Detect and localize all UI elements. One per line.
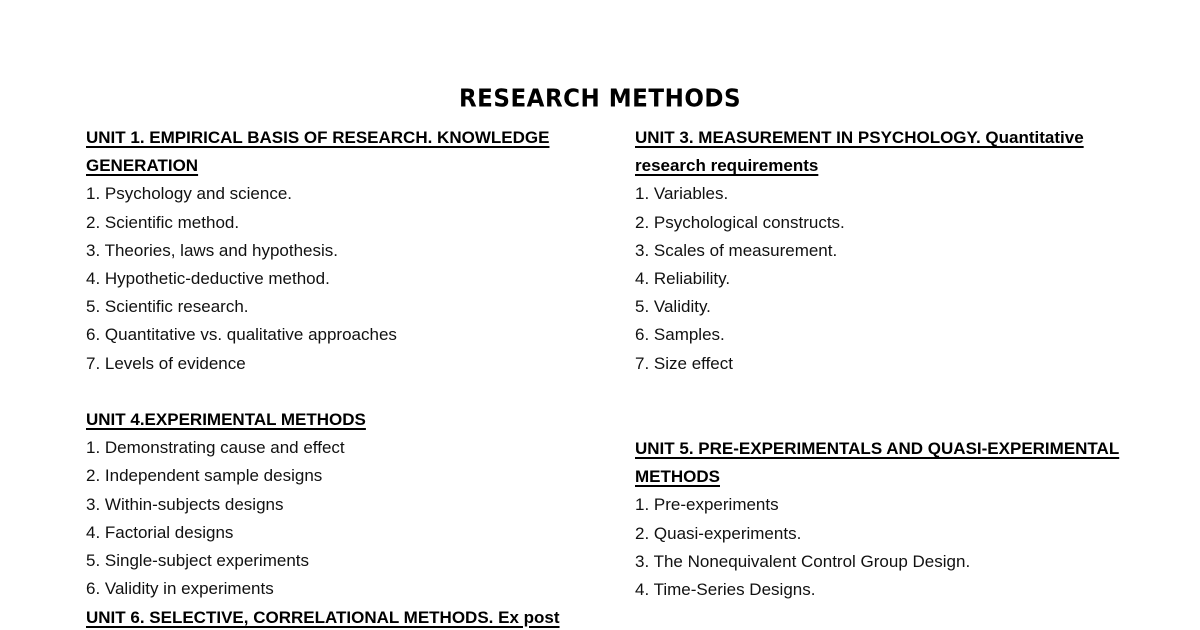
unit-3-section <box>635 124 1135 378</box>
list-item: 1. Variables. <box>635 184 729 204</box>
unit-6-section <box>86 604 606 630</box>
list-item: 4. Time-Series Designs. <box>635 580 816 600</box>
list-item: 4. Factorial designs <box>86 522 234 542</box>
list-item: 6. Quantitative vs. qualitative approaches <box>86 325 397 345</box>
unit-3-topic-list <box>635 180 1135 377</box>
list-item: 3. The Nonequivalent Control Group Design. <box>635 551 971 571</box>
unit-5-section <box>635 435 1135 604</box>
unit-4-section <box>86 406 586 603</box>
list-item: 5. Validity. <box>635 297 711 317</box>
unit-3-heading <box>635 124 1135 180</box>
unit-1-topic-list <box>86 180 586 377</box>
unit-4-topic-list <box>86 434 586 603</box>
list-item: 4. Hypothetic-deductive method. <box>86 269 330 289</box>
unit-5-heading-line-2: METHODS <box>635 467 720 487</box>
list-item: 6. Validity in experiments <box>86 579 274 599</box>
list-item: 2. Quasi-experiments. <box>635 523 802 543</box>
list-item: 4. Reliability. <box>635 269 731 289</box>
list-item: 7. Size effect <box>635 353 733 373</box>
unit-6-heading <box>86 604 606 630</box>
unit-1-heading <box>86 124 586 180</box>
unit-6-heading-line-1: UNIT 6. SELECTIVE, CORRELATIONAL METHODS. Ex post <box>86 608 560 627</box>
list-item: 7. Levels of evidence <box>86 353 246 373</box>
list-item: 2. Independent sample designs <box>86 466 323 486</box>
list-item: 2. Scientific method. <box>86 212 240 232</box>
page-title: RESEARCH METHODS <box>458 84 742 114</box>
list-item: 1. Psychology and science. <box>86 184 293 204</box>
list-item: 3. Scales of measurement. <box>635 240 838 260</box>
list-item: 3. Within-subjects designs <box>86 494 284 514</box>
list-item: 3. Theories, laws and hypothesis. <box>86 240 338 260</box>
unit-3-heading-line-2: research requirements <box>635 156 819 176</box>
unit-4-heading-line-1: UNIT 4.EXPERIMENTAL METHODS <box>86 410 366 429</box>
list-item: 1. Pre-experiments <box>635 495 779 515</box>
unit-5-topic-list <box>635 491 1135 604</box>
unit-1-heading-line-2: GENERATION <box>86 156 199 176</box>
list-item: 5. Scientific research. <box>86 297 249 317</box>
unit-4-heading <box>86 406 586 434</box>
list-item: 6. Samples. <box>635 325 725 345</box>
list-item: 1. Demonstrating cause and effect <box>86 438 345 458</box>
unit-5-heading <box>635 435 1135 491</box>
list-item: 2. Psychological constructs. <box>635 212 845 232</box>
list-item: 5. Single-subject experiments <box>86 551 310 571</box>
unit-1-section <box>86 124 586 378</box>
unit-5-heading-line-1: UNIT 5. PRE-EXPERIMENTALS AND QUASI-EXPERIMENTAL <box>635 439 1120 458</box>
unit-3-heading-line-1: UNIT 3. MEASUREMENT IN PSYCHOLOGY. Quantitative <box>635 128 1084 147</box>
unit-1-heading-line-1: UNIT 1. EMPIRICAL BASIS OF RESEARCH. KNOWLEDGE <box>86 128 550 147</box>
